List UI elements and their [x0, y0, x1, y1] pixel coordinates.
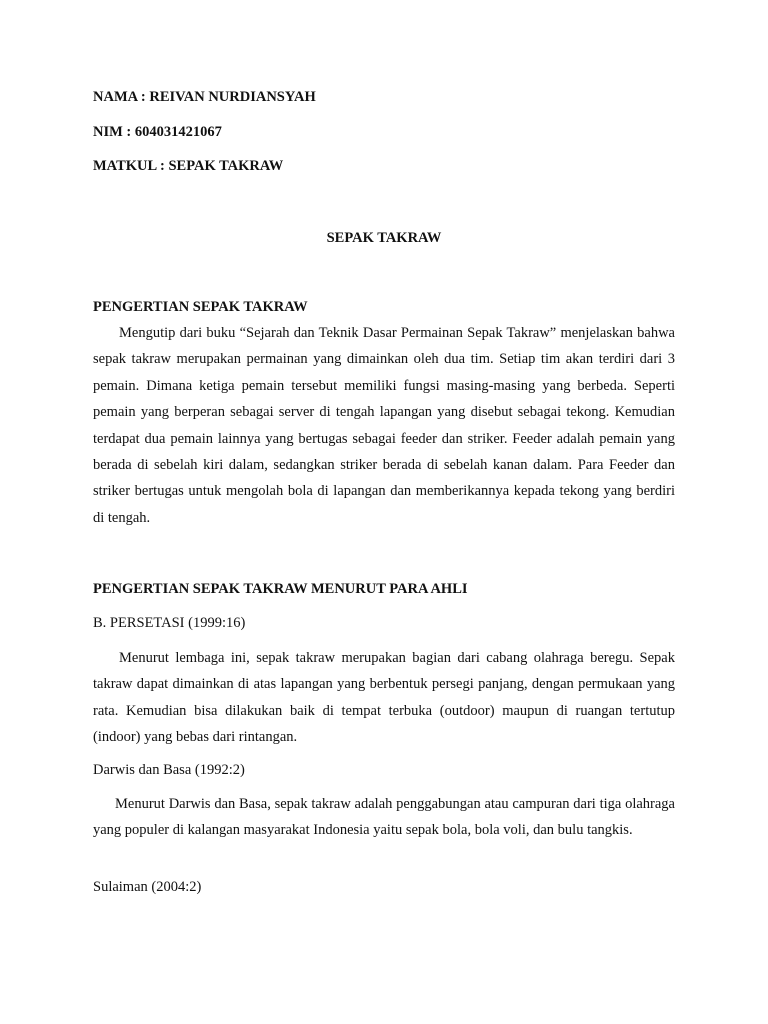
student-nim: NIM : 604031421067	[93, 124, 222, 140]
citation-sulaiman: Sulaiman (2004:2)	[93, 879, 202, 895]
paragraph-persetasi: Menurut lembaga ini, sepak takraw merupakan bagian dari cabang olahraga beregu. Sepak takraw dapat dimainkan di atas lapangan yang berbentuk persegi panjang, dengan permukaan yang rata. Kemudian bisa dilakukan baik di tempat terbuka (outdoor) maupun di ruangan tertutup (indoor) yang bebas dari rintangan.	[93, 650, 675, 746]
section-heading-experts: PENGERTIAN SEPAK TAKRAW MENURUT PARA AHLI	[93, 581, 468, 597]
citation-persetasi: B. PERSETASI (1999:16)	[93, 615, 246, 631]
section-heading-definition: PENGERTIAN SEPAK TAKRAW	[93, 299, 308, 315]
definition-paragraph: Mengutip dari buku “Sejarah dan Teknik Dasar Permainan Sepak Takraw” menjelaskan bahwa sepak takraw merupakan permainan yang dimainkan oleh dua tim. Setiap tim akan terdiri dari 3 pemain. Dimana ketiga pemain tersebut memiliki fungsi masing-masing yang berbeda. Seperti pemain yang berperan sebagai server di tengah lapangan yang disebut sebagai tekong. Kemudian terdapat dua pemain lainnya yang bertugas sebagai feeder dan striker. Feeder adalah pemain yang berada di sebelah kiri dalam, sedangkan striker berada di sebelah kanan dalam. Para Feeder dan striker bertugas untuk mengolah bola di lapangan dan memberikannya kepada tekong yang berdiri di tengah.	[93, 325, 675, 526]
citation-darwis-basa: Darwis dan Basa (1992:2)	[93, 762, 245, 778]
paragraph-darwis-basa: Menurut Darwis dan Basa, sepak takraw adalah penggabungan atau campuran dari tiga olahraga yang populer di kalangan masyarakat Indonesia yaitu sepak bola, bola voli, dan bulu tangkis.	[93, 796, 675, 839]
student-name: NAMA : REIVAN NURDIANSYAH	[93, 89, 316, 105]
course-name: MATKUL : SEPAK TAKRAW	[93, 158, 284, 174]
document-title: SEPAK TAKRAW	[326, 230, 442, 246]
